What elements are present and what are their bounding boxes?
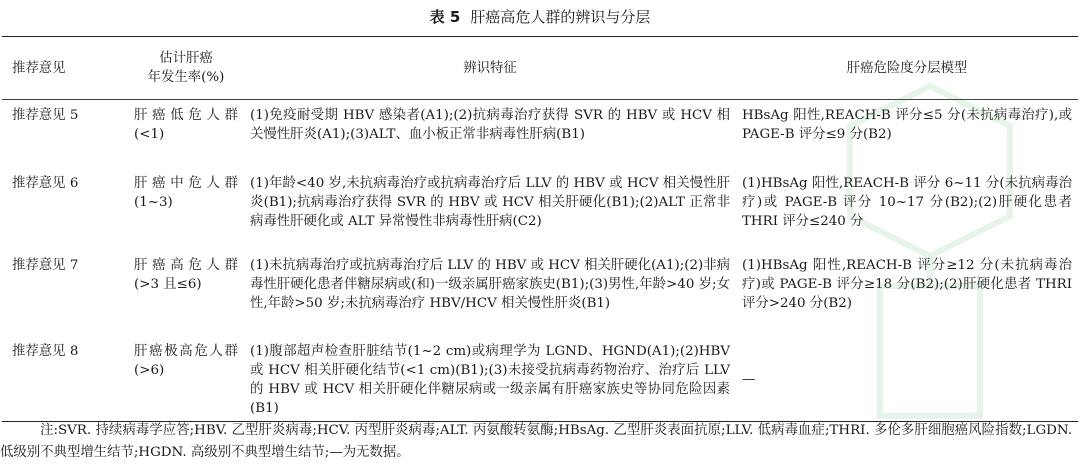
table-footnote: 注:SVR. 持续病毒学应答;HBV. 乙型肝炎病毒;HCV. 丙型肝炎病毒;ALT. 丙氨酸转氨酶;HBsAg. 乙型肝炎表面抗原;LLV. 低病毒血症;THRI. 多伦多肝细胞癌风险指数;LGDN. 低级别不典型增生结节;HGDN. 高级别不典型增生结节;—为无数据。 xyxy=(0,423,1072,460)
cell-model: — xyxy=(742,372,756,388)
cell-model: (1)HBsAg 阳性,REACH-B 评分≥12 分(未抗病毒治疗)或 PAGE-B 评分≥18 分(B2);(2)肝硬化患者 THRI 评分>240 分(B2) xyxy=(742,257,1072,311)
table-title-text: 肝癌高危人群的辨识与分层 xyxy=(470,8,651,26)
cell-features: (1)腹部超声检查肝脏结节(1~2 cm)或病理学为 LGND、HGND(A1);(2)HBV 或 HCV 相关肝硬化结节(<1 cm)(B1);(3)未接受抗病毒药物治疗、治疗后 LLV 的 HBV 或 HCV 相关肝硬化伴糖尿病或一级亲属有肝癌家族史等协同危险因素(B1) xyxy=(250,343,730,416)
header-model: 肝癌危险度分层模型 xyxy=(846,60,968,76)
header-incidence-line1: 估计肝癌 xyxy=(159,51,213,66)
table-row xyxy=(2,100,1078,170)
risk-stratification-table xyxy=(2,36,1078,422)
table-header-row xyxy=(2,37,1078,100)
cell-features: (1)年龄<40 岁,未抗病毒治疗或抗病毒治疗后 LLV 的 HBV 或 HCV 相关慢性肝炎(B1);抗病毒治疗获得 SVR 的 HBV 或 HCV 相关肝硬化(B1);(2)ALT 正常非病毒性肝硬化或 ALT 异常慢性非病毒性肝病(C2) xyxy=(250,175,730,229)
header-features: 辨识特征 xyxy=(463,60,517,76)
cell-model: (1)HBsAg 阳性,REACH-B 评分 6~11 分(未抗病毒治疗)或 PAGE-B 评分 10~17 分(B2);(2)肝硬化患者 THRI 评分≤240 分 xyxy=(742,175,1072,229)
table-row xyxy=(2,170,1078,252)
cell-risk-group: 肝癌高危人群(>3 且≤6) xyxy=(134,257,238,292)
cell-recommendation: 推荐意见 6 xyxy=(12,175,79,191)
cell-model: HBsAg 阳性,REACH-B 评分≤5 分(未抗病毒治疗),或 PAGE-B 评分≤9 分(B2) xyxy=(742,108,1072,142)
cell-recommendation: 推荐意见 5 xyxy=(12,108,79,123)
table-row xyxy=(2,338,1078,422)
header-incidence xyxy=(128,37,244,100)
table-number: 表 5 xyxy=(429,8,461,26)
cell-features: (1)未抗病毒治疗或抗病毒治疗后 LLV 的 HBV 或 HCV 相关肝硬化(A1);(2)非病毒性肝硬化患者伴糖尿病或(和)一级亲属肝癌家族史(B1);(3)男性,年龄>40 岁;女性,年龄>50 岁;未抗病毒治疗 HBV/HCV 相关慢性肝炎(B1) xyxy=(250,257,730,311)
header-recommendation: 推荐意见 xyxy=(12,60,66,76)
table-row xyxy=(2,252,1078,338)
table-title xyxy=(0,6,1080,28)
cell-risk-group: 肝癌极高危人群(>6) xyxy=(134,343,238,378)
cell-recommendation: 推荐意见 8 xyxy=(12,343,79,359)
cell-recommendation: 推荐意见 7 xyxy=(12,257,79,273)
header-incidence-line2: 年发生率(%) xyxy=(147,70,225,85)
cell-features: (1)免疫耐受期 HBV 感染者(A1);(2)抗病毒治疗获得 SVR 的 HBV 或 HCV 相关慢性肝炎(A1);(3)ALT、血小板正常非病毒性肝病(B1) xyxy=(250,108,730,142)
cell-risk-group: 肝癌中危人群(1~3) xyxy=(134,175,238,210)
cell-risk-group: 肝癌低危人群(<1) xyxy=(134,108,238,142)
